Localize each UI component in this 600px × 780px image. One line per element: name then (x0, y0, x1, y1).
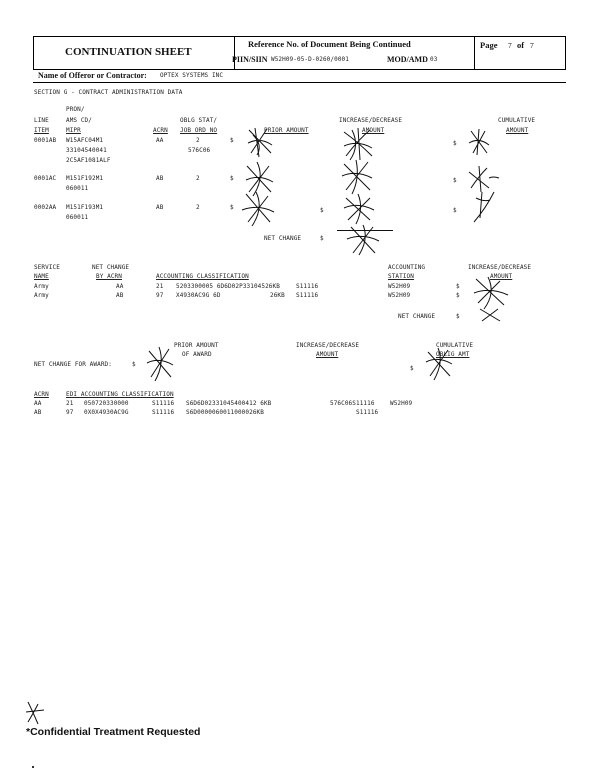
redaction-mark (468, 188, 498, 226)
acct-num: 21 (156, 283, 164, 290)
acct-extra: 26KB (270, 292, 285, 299)
ams-value: 33104540041 (66, 147, 107, 154)
net-change-award-label: NET CHANGE FOR AWARD: (34, 361, 112, 368)
redaction-mark (467, 127, 491, 157)
edi-code1: 0X0X4930AC9G (84, 409, 129, 416)
dollar-sign: $ (230, 175, 234, 182)
acrn-value: AB (116, 292, 124, 299)
ams-value: 060011 (66, 214, 89, 221)
net-change-label: NET CHANGE (398, 313, 436, 320)
edi-num: 21 (66, 400, 74, 407)
edi-num: 97 (66, 409, 74, 416)
offeror-label: Name of Offeror or Contractor: (38, 71, 147, 80)
acct-classification: 5203300005 6D6D02P33104526KB (176, 283, 280, 290)
acct-code: S11116 (296, 283, 319, 290)
edi-acrn: AB (34, 409, 42, 416)
dollar-sign: $ (230, 137, 234, 144)
dollar-sign: $ (456, 283, 460, 290)
dollar-sign: $ (456, 292, 460, 299)
redaction-mark (245, 125, 275, 159)
offeror-divider (33, 82, 566, 83)
acrn-value: AB (156, 175, 164, 182)
edi-code4: 576C06S11116 (330, 400, 375, 407)
acct-code: S11116 (296, 292, 319, 299)
section-title: SECTION G - CONTRACT ADMINISTRATION DATA (34, 89, 183, 96)
col-incdec: INCREASE/DECREASE (339, 117, 403, 124)
col-cum-amt: AMOUNT (506, 127, 529, 134)
col-item: ITEM (34, 127, 49, 134)
col-net-change: NET CHANGE (92, 264, 130, 271)
page-of: of (517, 40, 525, 50)
mipr-value: 2C5AF1081ALF (66, 157, 111, 164)
award-prior-sub: OF AWARD (182, 351, 212, 358)
page-number: 7 (508, 41, 512, 50)
redaction-mark (424, 346, 454, 382)
award-incdec-amt: AMOUNT (316, 351, 339, 358)
pron-value: W15AFC04M1 (66, 137, 104, 144)
col-oblg: OBLG STAT/ (180, 117, 218, 124)
edi-code2: S11116 (152, 400, 175, 407)
reference-label: Reference No. of Document Being Continued (248, 39, 411, 49)
redaction-mark (345, 223, 381, 257)
confidential-note: *Confidential Treatment Requested (26, 726, 201, 738)
col-service: SERVICE (34, 264, 60, 271)
line-item: 0002AA (34, 204, 57, 211)
col-incdec-amt: AMOUNT (490, 273, 513, 280)
edi-code2: S11116 (152, 409, 175, 416)
award-cum-oblig: OBLIG AMT (436, 351, 470, 358)
acrn-value: AA (116, 283, 124, 290)
award-cumulative: CUMULATIVE (436, 342, 474, 349)
col-service-name: NAME (34, 273, 49, 280)
col-prior: PRIOR AMOUNT (264, 127, 309, 134)
line-item: 0001AC (34, 175, 57, 182)
edi-acrn: AA (34, 400, 42, 407)
edi-station: W52H09 (390, 400, 413, 407)
col-incdec-amt: AMOUNT (362, 127, 385, 134)
col-station: STATION (388, 273, 414, 280)
award-prior: PRIOR AMOUNT (174, 342, 219, 349)
net-change-label: NET CHANGE (264, 235, 302, 242)
col-mipr: MIPR (66, 127, 81, 134)
dollar-sign: $ (453, 207, 457, 214)
job-value: 576C06 (188, 147, 211, 154)
col-ams: AMS CD/ (66, 117, 92, 124)
mod-value: 03 (430, 56, 438, 63)
footer-mark (24, 700, 46, 726)
redaction-mark (470, 275, 512, 325)
piin-label: PIIN/SIIN (232, 55, 268, 64)
ams-value: 060011 (66, 185, 89, 192)
oblg-value: 2 (196, 175, 200, 182)
dollar-sign: $ (453, 177, 457, 184)
col-acrn: ACRN (153, 127, 168, 134)
dollar-sign: $ (320, 235, 324, 242)
edi-code3: S6D0000060011000026KB (186, 409, 264, 416)
line-item: 0001AB (34, 137, 57, 144)
piin-value: W52H09-05-D-0260/0001 (271, 56, 349, 63)
station-value: W52H09 (388, 292, 411, 299)
redaction-mark (340, 158, 374, 196)
acrn-value: AA (156, 137, 164, 144)
col-by-acrn: BY ACRN (96, 273, 122, 280)
edi-code3: S6D6D02331045400412 6KB (186, 400, 272, 407)
col-line: LINE (34, 117, 49, 124)
dollar-sign: $ (230, 204, 234, 211)
dollar-sign: $ (456, 313, 460, 320)
pron-value: M151F192M1 (66, 175, 104, 182)
redaction-mark (342, 192, 376, 226)
redaction-mark (145, 345, 175, 383)
redaction-mark (240, 190, 276, 228)
service-name: Army (34, 283, 49, 290)
acct-num: 97 (156, 292, 164, 299)
edi-code1: 050720330000 (84, 400, 129, 407)
dollar-sign: $ (132, 361, 136, 368)
offeror-value: OPTEX SYSTEMS INC (160, 72, 224, 79)
dollar-sign: $ (320, 207, 324, 214)
redaction-mark (340, 126, 376, 162)
col-accounting: ACCOUNTING (388, 264, 426, 271)
dollar-sign: $ (453, 140, 457, 147)
mod-label: MOD/AMD (387, 55, 428, 64)
col-job: JOB ORD NO (180, 127, 218, 134)
service-name: Army (34, 292, 49, 299)
col-acct-class: ACCOUNTING CLASSIFICATION (156, 273, 249, 280)
page-label: Page (480, 40, 498, 50)
station-value: W52H09 (388, 283, 411, 290)
dollar-sign: $ (410, 365, 414, 372)
edi-class-header: EDI ACCOUNTING CLASSIFICATION (66, 391, 174, 398)
pron-value: M151F193M1 (66, 204, 104, 211)
col-incdec: INCREASE/DECREASE (468, 264, 532, 271)
acrn-value: AB (156, 204, 164, 211)
oblg-value: 2 (196, 204, 200, 211)
edi-code4: S11116 (356, 409, 379, 416)
continuation-sheet-title: CONTINUATION SHEET (65, 46, 192, 58)
acct-classification: X4930AC9G 6D (176, 292, 221, 299)
col-pron: PRON/ (66, 106, 85, 113)
page-total: 7 (530, 41, 534, 50)
col-cumulative: CUMULATIVE (498, 117, 536, 124)
award-incdec: INCREASE/DECREASE (296, 342, 360, 349)
oblg-value: 2 (196, 137, 200, 144)
page-speck (32, 766, 34, 768)
edi-acrn-header: ACRN (34, 391, 49, 398)
